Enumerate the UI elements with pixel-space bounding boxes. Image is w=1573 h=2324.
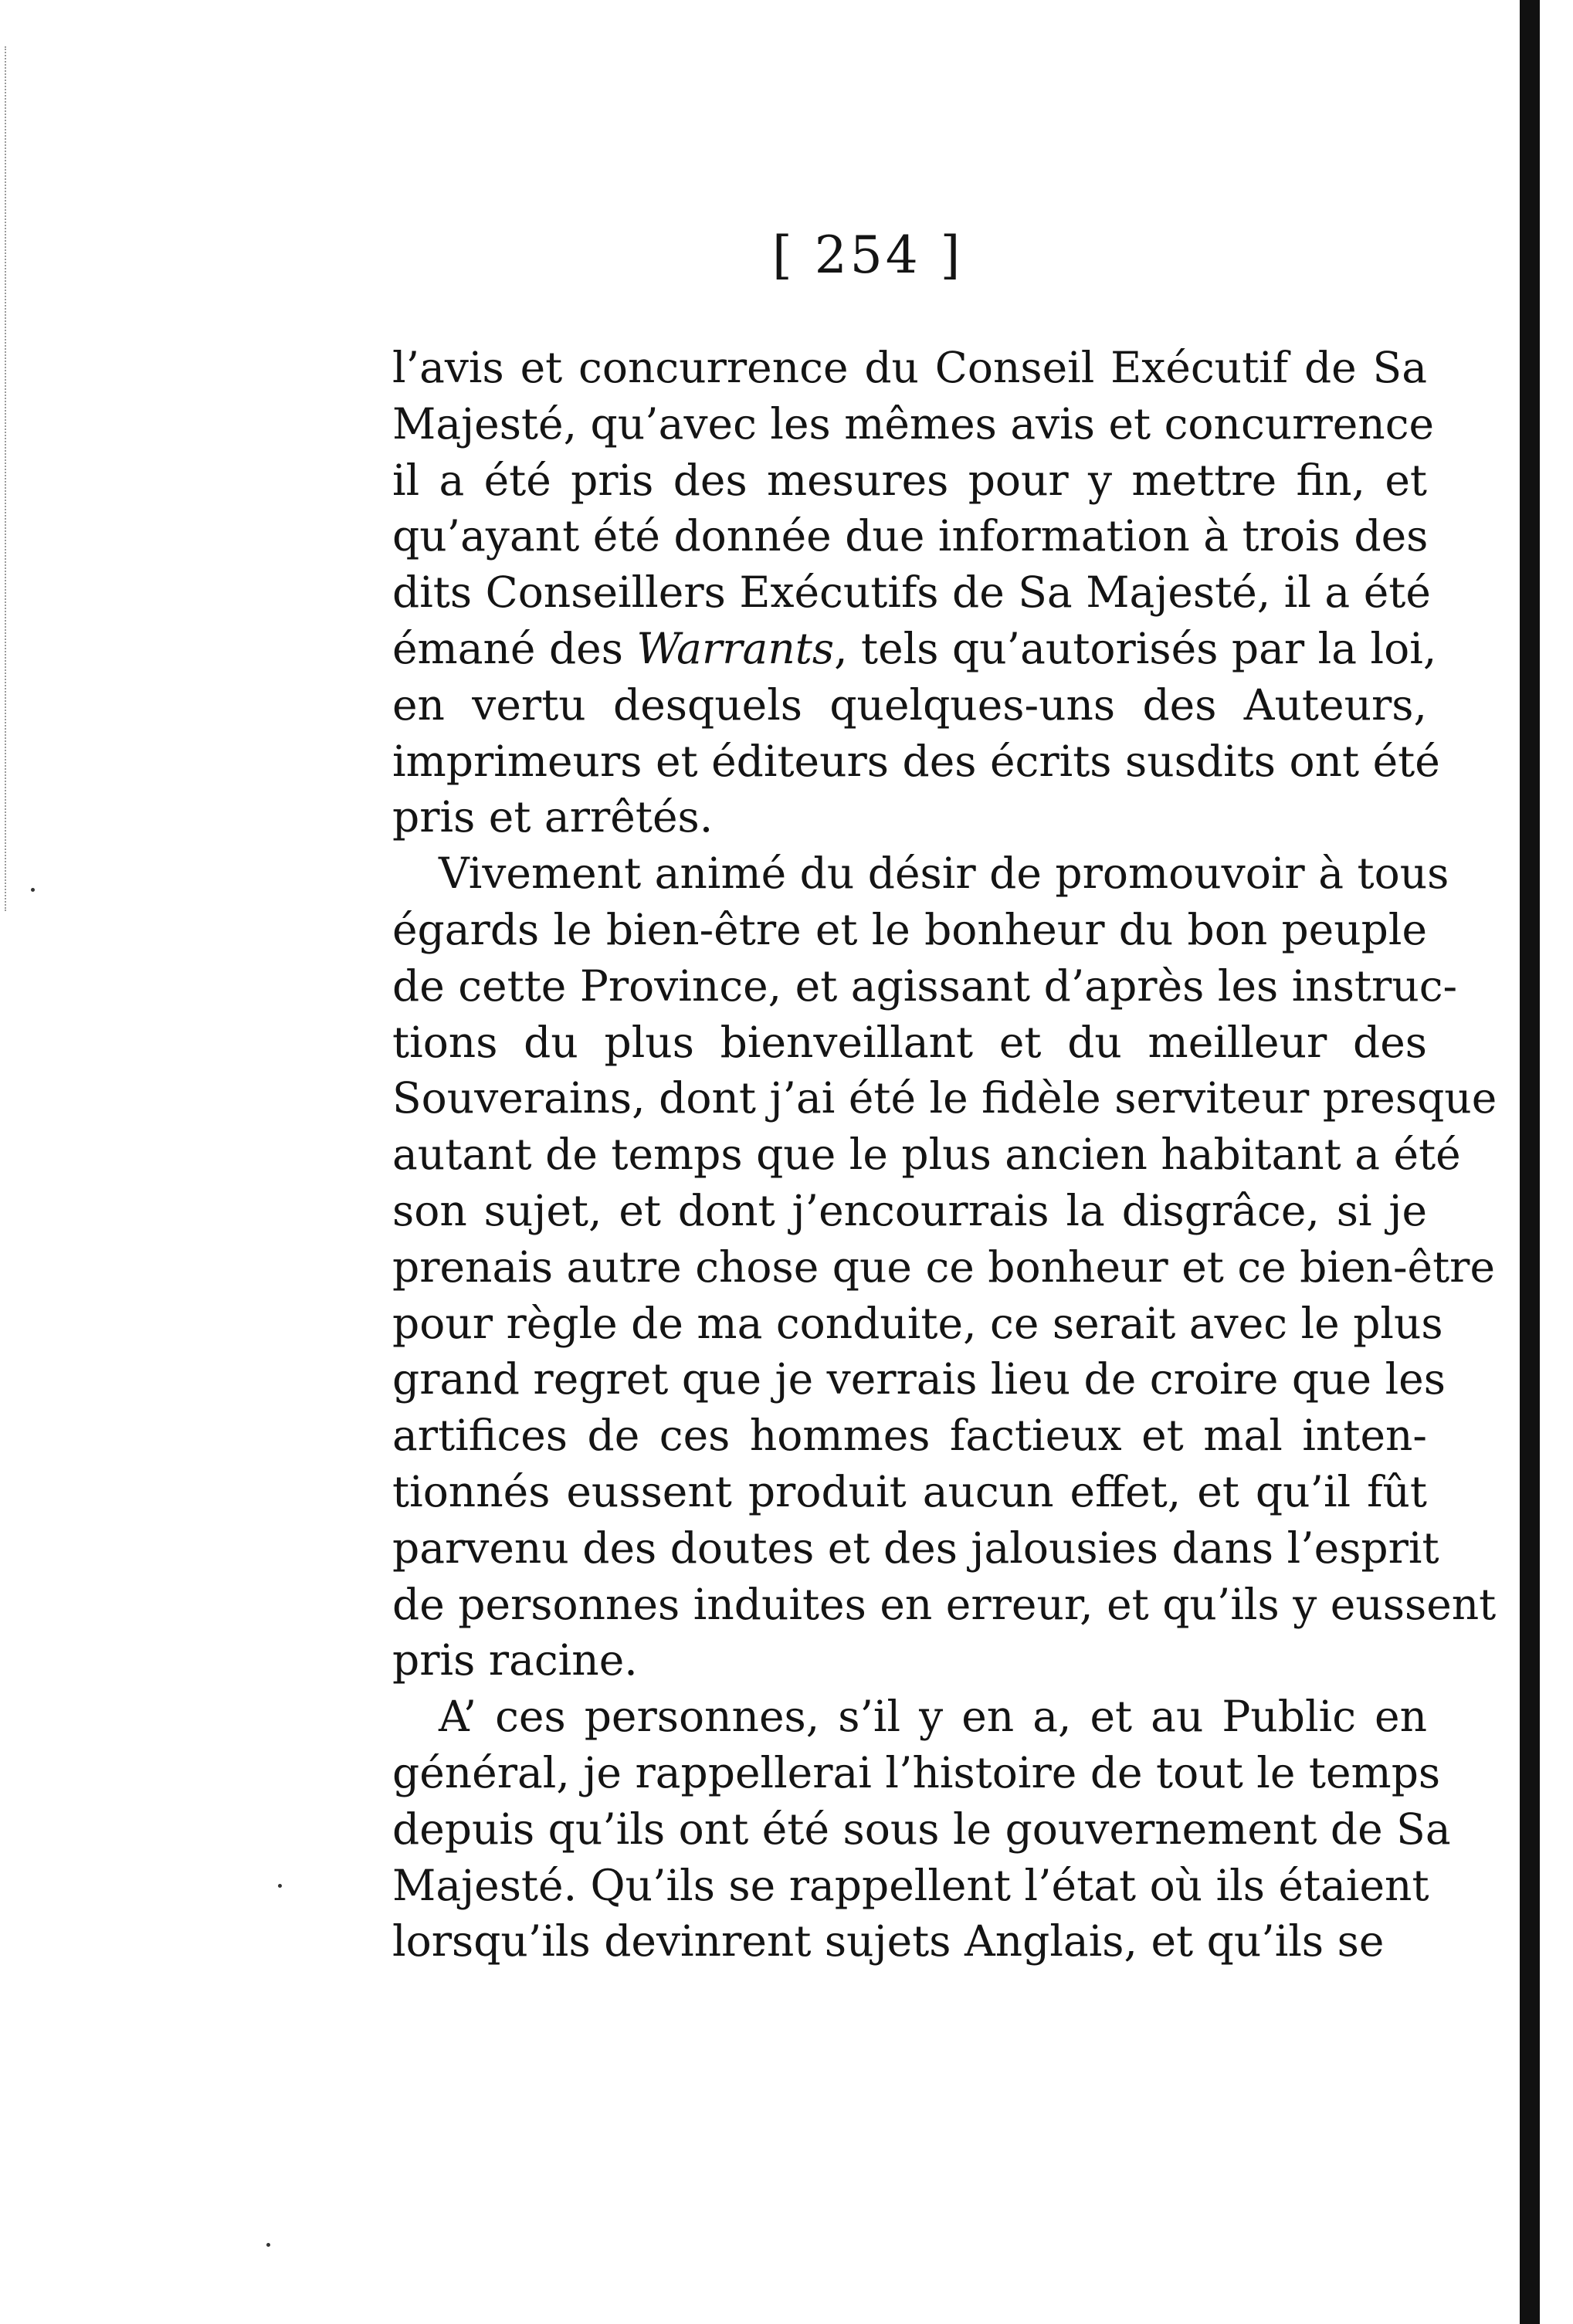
text-line: de cette Province, et agissant d’après les instruc- — [392, 960, 1458, 1011]
text-line: prenais autre chose que ce bonheur et ce bien-être — [392, 1242, 1496, 1292]
text-line: tions du plus bienveillant et du meilleur des — [392, 1017, 1427, 1067]
text-line: autant de temps que le plus ancien habitant a été — [392, 1130, 1461, 1180]
text-line: Majesté, qu’avec les mêmes avis et concurrence — [392, 398, 1435, 449]
page-number: [ 254 ] — [772, 225, 964, 285]
margin-dot — [266, 2243, 270, 2247]
text-line: A’ ces personnes, s’il y en a, et au Public en — [439, 1692, 1427, 1742]
text-line: son sujet, et dont j’encourrais la disgrâce, si je — [392, 1185, 1427, 1235]
text-line: émané des Warrants, tels qu’autorisés par la loi, — [392, 623, 1437, 673]
text-line: général, je rappellerai l’histoire de tout le temps — [392, 1747, 1441, 1797]
margin-dot — [278, 1884, 282, 1888]
text-line: pris racine. — [392, 1635, 638, 1685]
text-line: pour règle de ma conduite, ce serait avec le plus — [392, 1298, 1443, 1348]
paragraph — [392, 340, 1440, 845]
text-line: égards le bien-être et le bonheur du bon peuple — [392, 904, 1427, 954]
margin-dot — [31, 888, 35, 892]
text-line: grand regret que je verrais lieu de croire que les — [392, 1354, 1446, 1404]
text-line: artifices de ces hommes factieux et mal inten- — [392, 1411, 1427, 1461]
text-line: il a été pris des mesures pour y mettre fin, et — [392, 455, 1427, 505]
text-line: imprimeurs et éditeurs des écrits susdits ont été — [392, 736, 1440, 786]
text-line: tionnés eussent produit aucun effet, et qu’il fût — [392, 1466, 1427, 1516]
paragraph — [392, 845, 1497, 1689]
text-line: Souverains, dont j’ai été le fidèle serviteur presque — [392, 1073, 1497, 1123]
text-line: pris et arrêtés. — [392, 792, 714, 842]
text-line: lorsqu’ils devinrent sujets Anglais, et qu’ils se — [392, 1916, 1385, 1967]
text-line: en vertu desquels quelques-uns des Auteurs, — [392, 679, 1427, 730]
left-margin-scan-marks — [5, 46, 14, 911]
text-line: qu’ayant été donnée due information à trois des — [392, 511, 1429, 561]
body-text — [392, 340, 1497, 1970]
text-line: dits Conseillers Exécutifs de Sa Majesté, il a été — [392, 567, 1431, 618]
text-line: Vivement animé du désir de promouvoir à tous — [439, 849, 1449, 899]
text-line: depuis qu’ils ont été sous le gouvernement de Sa — [392, 1804, 1451, 1854]
paragraph — [392, 1689, 1451, 1970]
text-line: l’avis et concurrence du Conseil Exécutif de Sa — [392, 343, 1427, 392]
text-line: de personnes induites en erreur, et qu’ils y eussent — [392, 1579, 1497, 1629]
scan-edge-shadow — [1520, 0, 1540, 2324]
text-line: Majesté. Qu’ils se rappellent l’état où ils étaient — [392, 1860, 1429, 1910]
text-line: parvenu des doutes et des jalousies dans l’esprit — [392, 1523, 1439, 1573]
